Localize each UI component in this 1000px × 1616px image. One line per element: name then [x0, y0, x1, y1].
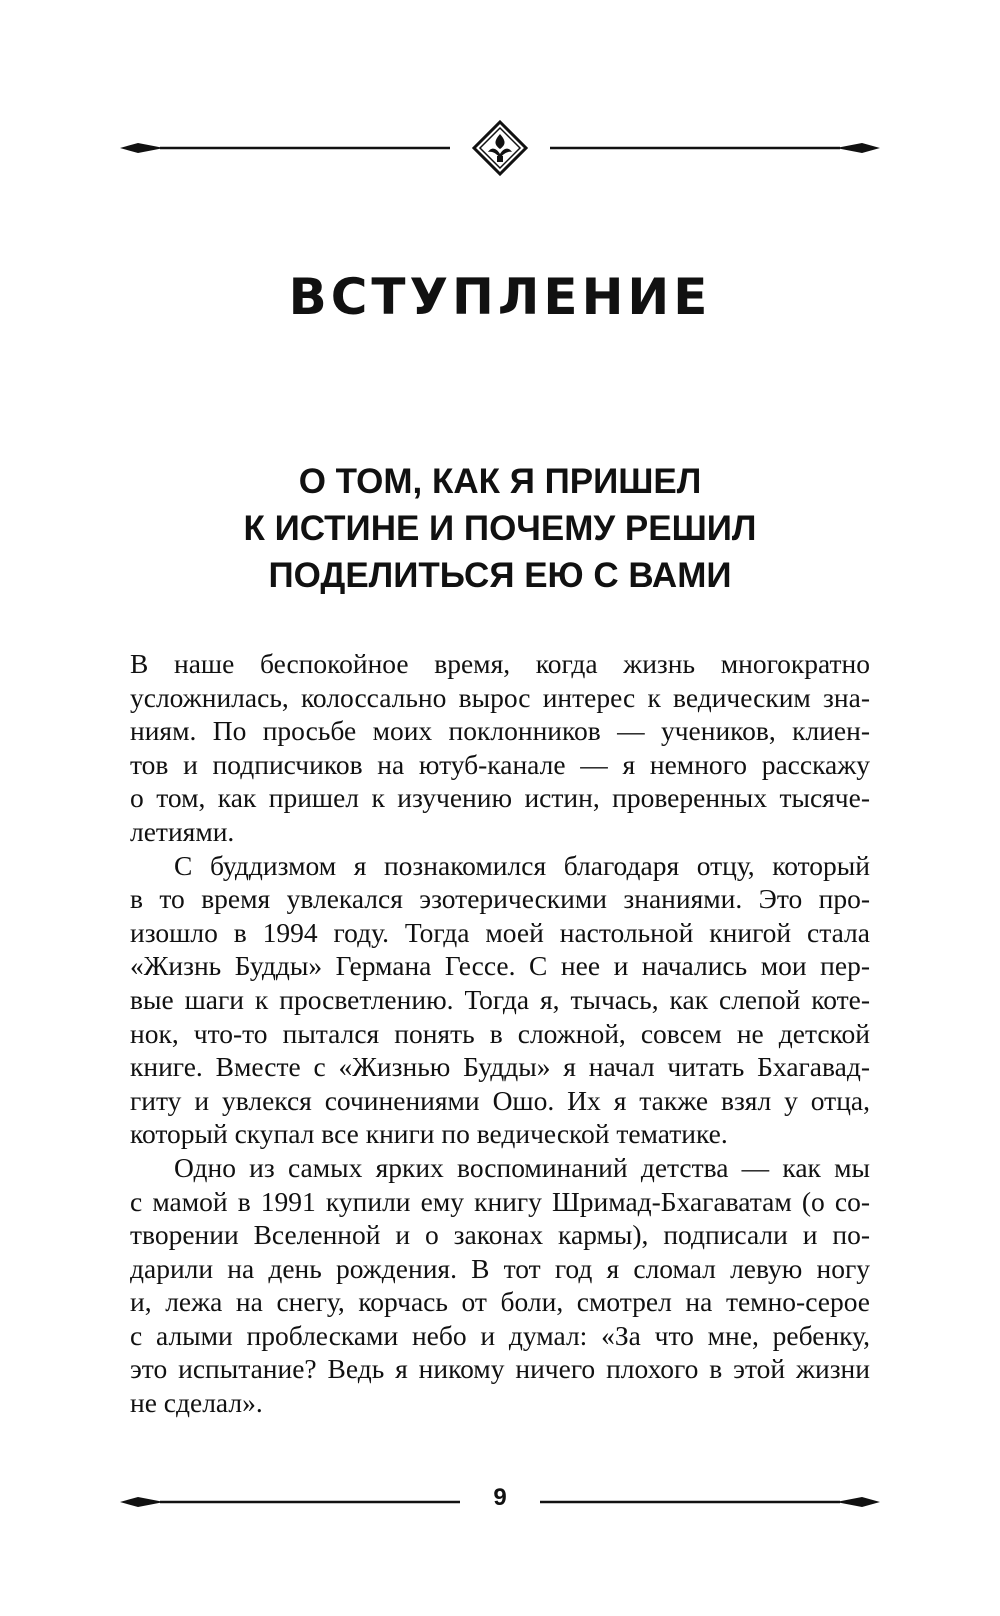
text-line: тов и подписчиков на ютуб-канале — я немного расскажу: [130, 748, 870, 780]
text-line: который скупал все книги по ведической тематике.: [130, 1118, 728, 1150]
text-line: В наше беспокойное время, когда жизнь многократно: [130, 648, 870, 679]
text-line: С буддизмом я познакомился благодаря отцу, который: [174, 849, 870, 881]
subtitle-line: К ИСТИНЕ И ПОЧЕМУ РЕШИЛ: [243, 509, 757, 548]
text-line: и, лежа на снегу, корчась от боли, смотрел на темно-серое: [130, 1286, 870, 1318]
text-line: нок, что-то пытался понять в сложной, совсем не детской: [130, 1017, 870, 1049]
text-line: изошло в 1994 году. Тогда моей настольной книгой стала: [130, 916, 870, 948]
subtitle-line: О ТОМ, КАК Я ПРИШЕЛ: [298, 462, 702, 501]
text-line: это испытание? Ведь я никому ничего плохого в этой жизни: [130, 1353, 870, 1385]
text-line: вые шаги к просветлению. Тогда я, тычась, как слепой котe-: [130, 983, 870, 1015]
text-line: творении Вселенной и о законах кармы), подписали и по-: [130, 1219, 870, 1251]
body-text: [130, 647, 870, 1420]
subtitle-line: ПОДЕЛИТЬСЯ ЕЮ С ВАМИ: [268, 556, 732, 595]
text-line: с алыми проблесками небо и думал: «За что мне, ребенку,: [130, 1319, 870, 1351]
text-line: летиями.: [130, 815, 235, 847]
header-rule-right: [550, 143, 880, 153]
text-line: книге. Вместе с «Жизнью Будды» я начал читать Бхагавад-: [130, 1051, 870, 1083]
text-line: ниям. По просьбе моих поклонников — учеников, клиен-: [130, 715, 870, 747]
text-line: Одно из самых ярких воспоминаний детства — как мы: [174, 1151, 870, 1183]
text-line: усложнилась, колоссально вырос интерес к ведическим зна-: [130, 681, 870, 713]
text-line: с мамой в 1991 купили ему книгу Шримад-Бхагаватам (о со-: [130, 1185, 870, 1217]
text-line: дарили на день рождения. В тот год я сломал левую ногу: [130, 1252, 870, 1284]
text-line: о том, как пришел к изучению истин, проверенных тысяче-: [130, 782, 870, 814]
page-number: 9: [493, 1484, 507, 1511]
text-line: не сделал».: [130, 1387, 263, 1419]
header-ornament: [120, 118, 880, 178]
text-line: гиту и увлекся сочинениями Ошо. Их я также взял у отца,: [130, 1084, 870, 1116]
text-line: в то время увлекался эзотерическими знаниями. Это про-: [130, 883, 870, 915]
text-line: «Жизнь Будды» Германа Гессе. С нее и начались мои пер-: [130, 950, 870, 982]
header-rule-left: [120, 143, 450, 153]
chapter-subtitle: [0, 458, 1000, 599]
chapter-title: ВСТУПЛЕНИЕ: [288, 268, 712, 326]
diamond-fleur-icon: [474, 122, 526, 174]
